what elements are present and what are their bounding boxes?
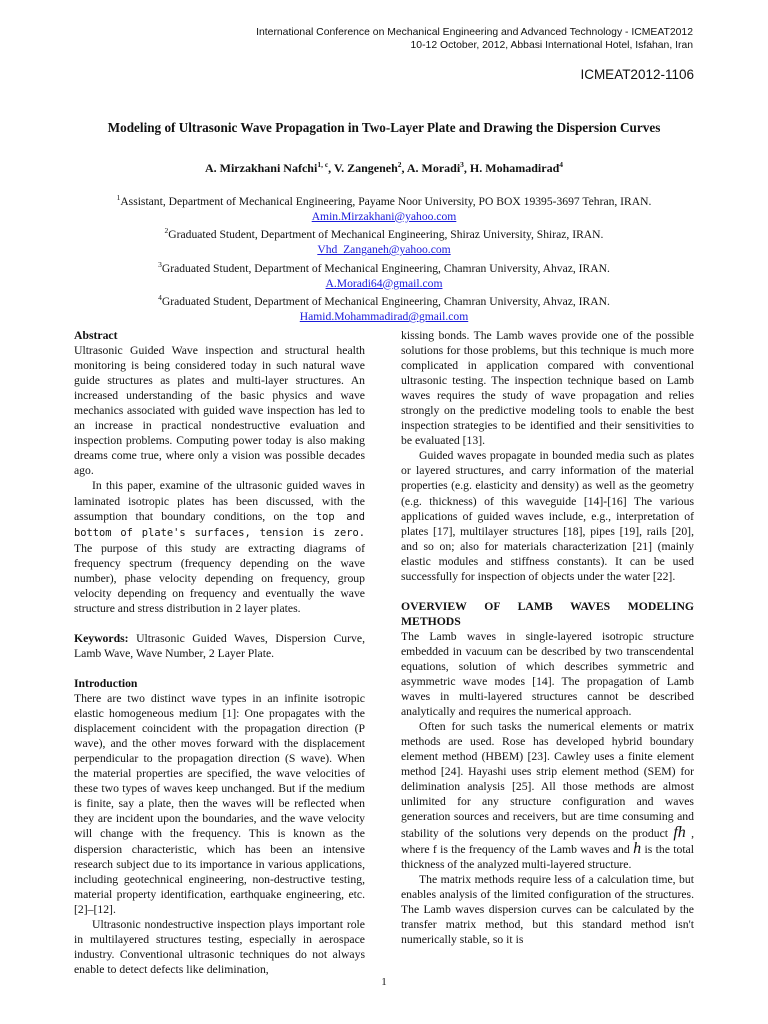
- affiliation: [60, 258, 708, 277]
- affiliation-text: Graduated Student, Department of Mechanical Engineering, Chamran University, Ahvaz, IRAN.: [161, 261, 610, 275]
- body-paragraph: [401, 719, 694, 871]
- author-affil-mark: 3: [460, 160, 464, 169]
- section-heading: OVERVIEW OF LAMB WAVES MODELING METHODS: [401, 599, 694, 628]
- author-affil-mark: 4: [559, 160, 564, 169]
- introduction-heading: Introduction: [74, 676, 138, 690]
- keywords-label: Keywords:: [74, 631, 129, 645]
- author-separator: ,: [401, 161, 407, 175]
- author-list: [60, 160, 708, 176]
- affiliations: [60, 191, 708, 325]
- affiliation: [60, 191, 708, 210]
- conference-name: International Conference on Mechanical Engineering and Advanced Technology - ICMEAT2012: [256, 27, 693, 38]
- abstract-heading: Abstract: [74, 329, 118, 342]
- paper-title: Modeling of Ultrasonic Wave Propagation in Two-Layer Plate and Drawing the Dispersion Curves: [107, 120, 661, 135]
- affiliation: [60, 291, 708, 310]
- body-text: , where f is the frequency of the Lamb waves and: [401, 826, 695, 856]
- body-text: is the total thickness of the analyzed multi-layered structure.: [401, 842, 694, 871]
- introduction-paragraph: There are two distinct wave types in an infinite isotropic elastic homogeneous medium [1]: One propagates with the displacement coincident with the propagation direction (P wave), and the other moves forward with the displacement perpendicular to the propagation direction (S wave). When the material properties are specified, the wave velocities of these two types of waves keep unchanged. But if the medium is finite, say a plate, then the waves will be reflected when they are incident upon the boundaries, and the wave velocity will change with the frequency. This is known as the dispersion characteristic, which has been an intensive research subject due to its importance in various applications, including geotechnical engineering, non-destructive testing, material property identification, earthquake engineering, etc. [2]–[12].: [74, 692, 365, 916]
- author-separator: ,: [328, 161, 334, 175]
- page-number: 1: [381, 976, 387, 988]
- boundary-condition-text: top and bottom of plate's surfaces, tension is zero.: [74, 510, 366, 539]
- email-link[interactable]: Vhd_Zanganeh@yahoo.com: [317, 243, 451, 257]
- body-paragraph: Guided waves propagate in bounded media such as plates or layered structures, and carry information of the material properties (e.g. elasticity and density) as well as the geometry (e.g. thickness) of this waveguide [14]-[16] The various applications of guided waves include, e.g., interpretation of plates [17], multilayer structures [18], pipes [19], rails [20], and so on; also for materials characterization [21] (mainly elastic modules and stiffness constants). It can be used successfully for inspection of objects under the water [22].: [401, 449, 694, 583]
- paper-code: ICMEAT2012-1106: [580, 67, 694, 82]
- keywords: [74, 631, 365, 661]
- affiliation-number: 2: [164, 226, 169, 236]
- body-paragraph: The matrix methods require less of a calculation time, but enables analysis of the limited configuration of the structures. The Lamb waves dispersion curves can be calculated by the transfer matrix method, but this standard method isn't numerically stable, so it is: [401, 872, 694, 946]
- email-link[interactable]: Hamid.Mohammadirad@gmail.com: [299, 310, 469, 324]
- abstract-paragraph: Ultrasonic Guided Wave inspection and structural health monitoring is being considered today in such natural wave guide structures as plates and multi-layer structures. An increased understanding of the basic physics and wave mechanics associated with guided wave inspection has led to an increase in practical nondestructive evaluation and inspection problems. Computing power today is also making dreams come true, where only a vision was possible decades ago.: [74, 344, 365, 478]
- body-paragraph: The Lamb waves in single-layered isotropic structure embedded in vacuum can be described by two transcendental equations, solution of which describes symmetric and asymmetric wave modes [14]. The propagation of Lamb waves in multi-layered structures cannot be described analytically and requires the numerical approach.: [401, 629, 694, 719]
- abstract-text: In this paper, examine of the ultrasonic guided waves in laminated isotropic plates has been discussed, with the assumption that boundary conditions, on the: [74, 479, 365, 523]
- body-text: Often for such tasks the numerical elements or matrix methods are used. Rose has developed hybrid boundary element method (HBEM) [23]. Cawley uses a finite element method [24]. Hayashi uses strip element method (SEM) for delimination analysis [25]. All those methods are almost unlimited for any structure configuration and waves generation sources and receivers, but are time consuming and stability of the solutions very depends on the product: [401, 720, 694, 840]
- affiliation-text: Assistant, Department of Mechanical Engineering, Payame Noor University, PO BOX 19395-3697 Tehran, IRAN.: [120, 194, 652, 208]
- affiliation-text: Graduated Student, Department of Mechanical Engineering, Shiraz University, Shiraz, IRAN.: [168, 228, 604, 242]
- author-name: A. Mirzakhani Nafchi: [204, 161, 318, 175]
- author-name: H. Mohamadirad: [469, 161, 560, 175]
- conference-date-venue: 10-12 October, 2012, Abbasi International Hotel, Isfahan, Iran: [410, 40, 693, 51]
- math-h: h: [633, 839, 642, 857]
- email-link[interactable]: Amin.Mirzakhani@yahoo.com: [311, 209, 457, 223]
- abstract-text: The purpose of this study are extracting diagrams of frequency spectrum (frequency depending on the wave number), phase velocity depending on frequency, group velocity depending on frequency and eventually the wave structure and stress distribution in 2 layer plates.: [74, 541, 365, 615]
- left-column: [74, 328, 365, 977]
- affiliation: [60, 224, 708, 243]
- author-affil-mark: 1, c: [317, 160, 329, 169]
- affiliation-number: 4: [158, 293, 162, 303]
- math-fh: fh: [673, 823, 686, 841]
- email-link[interactable]: A.Moradi64@gmail.com: [325, 276, 443, 290]
- affiliation-number: 3: [158, 259, 162, 269]
- abstract-paragraph: [74, 478, 365, 615]
- author-name: V. Zangeneh: [333, 161, 398, 175]
- affiliation-text: Graduated Student, Department of Mechanical Engineering, Chamran University, Ahvaz, IRAN.: [161, 295, 610, 309]
- right-column: [401, 328, 694, 947]
- body-paragraph: kissing bonds. The Lamb waves provide one of the possible solutions for those problems, but this technique is much more complicated in application compared with conventional ultrasonic testing. The inspection technique based on Lamb waves requires the study of wave propagation and relies strongly on the predictive modeling tools to enable the best inspection strategies to be identified and their sensitivities to be evaluated [13].: [401, 329, 694, 448]
- conference-header: [256, 26, 693, 52]
- introduction-paragraph: Ultrasonic nondestructive inspection plays important role in multilayered structures testing, especially in aerospace industry. Conventional ultrasonic techniques do not always enable to detect defects like delimination,: [74, 917, 365, 976]
- keywords-text: Ultrasonic Guided Waves, Dispersion Curve, Lamb Wave, Wave Number, 2 Layer Plate.: [74, 631, 365, 660]
- author-affil-mark: 2: [397, 160, 402, 169]
- affiliation-number: 1: [116, 193, 121, 202]
- author-name: A. Moradi: [406, 161, 461, 175]
- author-separator: ,: [463, 161, 470, 175]
